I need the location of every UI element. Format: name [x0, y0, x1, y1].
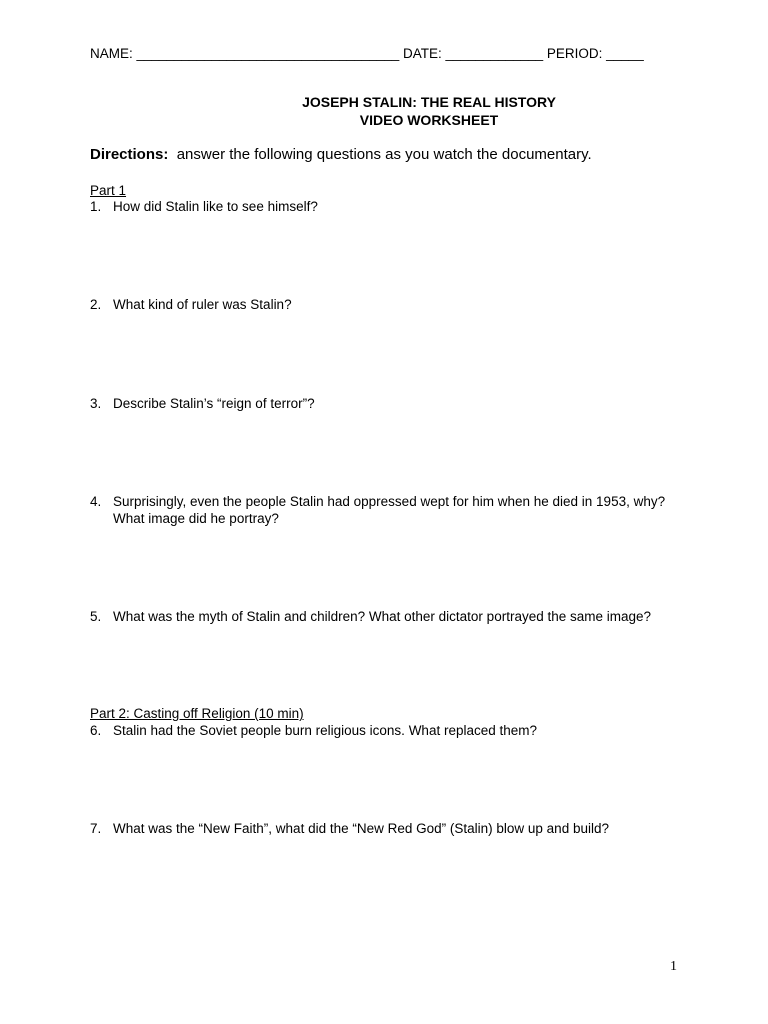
question-text: How did Stalin like to see himself?	[113, 199, 318, 214]
question-number: 2.	[90, 297, 102, 312]
question-text: Stalin had the Soviet people burn religious icons. What replaced them?	[113, 723, 538, 738]
question-number: 4.	[90, 494, 102, 509]
worksheet-subtitle: VIDEO WORKSHEET	[359, 112, 499, 128]
question-5	[90, 608, 680, 625]
question-text: Describe Stalin’s “reign of terror”?	[113, 396, 315, 411]
name-date-period-line: NAME: ___________________________________ DATE: _____________ PERIOD: _____	[90, 46, 644, 61]
question-number: 7.	[90, 821, 102, 836]
question-6	[90, 722, 680, 739]
question-text: What was the “New Faith”, what did the “New Red God” (Stalin) blow up and build?	[113, 821, 609, 836]
worksheet-title: JOSEPH STALIN: THE REAL HISTORY	[302, 94, 556, 110]
question-3	[90, 395, 680, 412]
directions-label: Directions:	[90, 146, 169, 163]
question-text: What was the myth of Stalin and children? What other dictator portrayed the same image?	[113, 609, 652, 624]
part-1-heading: Part 1	[90, 183, 127, 198]
question-number: 5.	[90, 609, 102, 624]
question-1	[90, 198, 680, 215]
directions	[90, 146, 592, 163]
question-text: Surprisingly, even the people Stalin had oppressed wept for him when he died in 1953, why? What image did he portray?	[113, 494, 666, 526]
part-2-heading: Part 2: Casting off Religion (10 min)	[90, 706, 304, 721]
question-text: What kind of ruler was Stalin?	[113, 297, 292, 312]
question-number: 6.	[90, 723, 102, 738]
question-4	[90, 493, 680, 527]
page-number: 1	[670, 959, 677, 974]
question-2	[90, 296, 680, 313]
question-number: 3.	[90, 396, 102, 411]
question-7	[90, 820, 680, 837]
question-number: 1.	[90, 199, 102, 214]
directions-text: answer the following questions as you watch the documentary.	[176, 146, 592, 163]
